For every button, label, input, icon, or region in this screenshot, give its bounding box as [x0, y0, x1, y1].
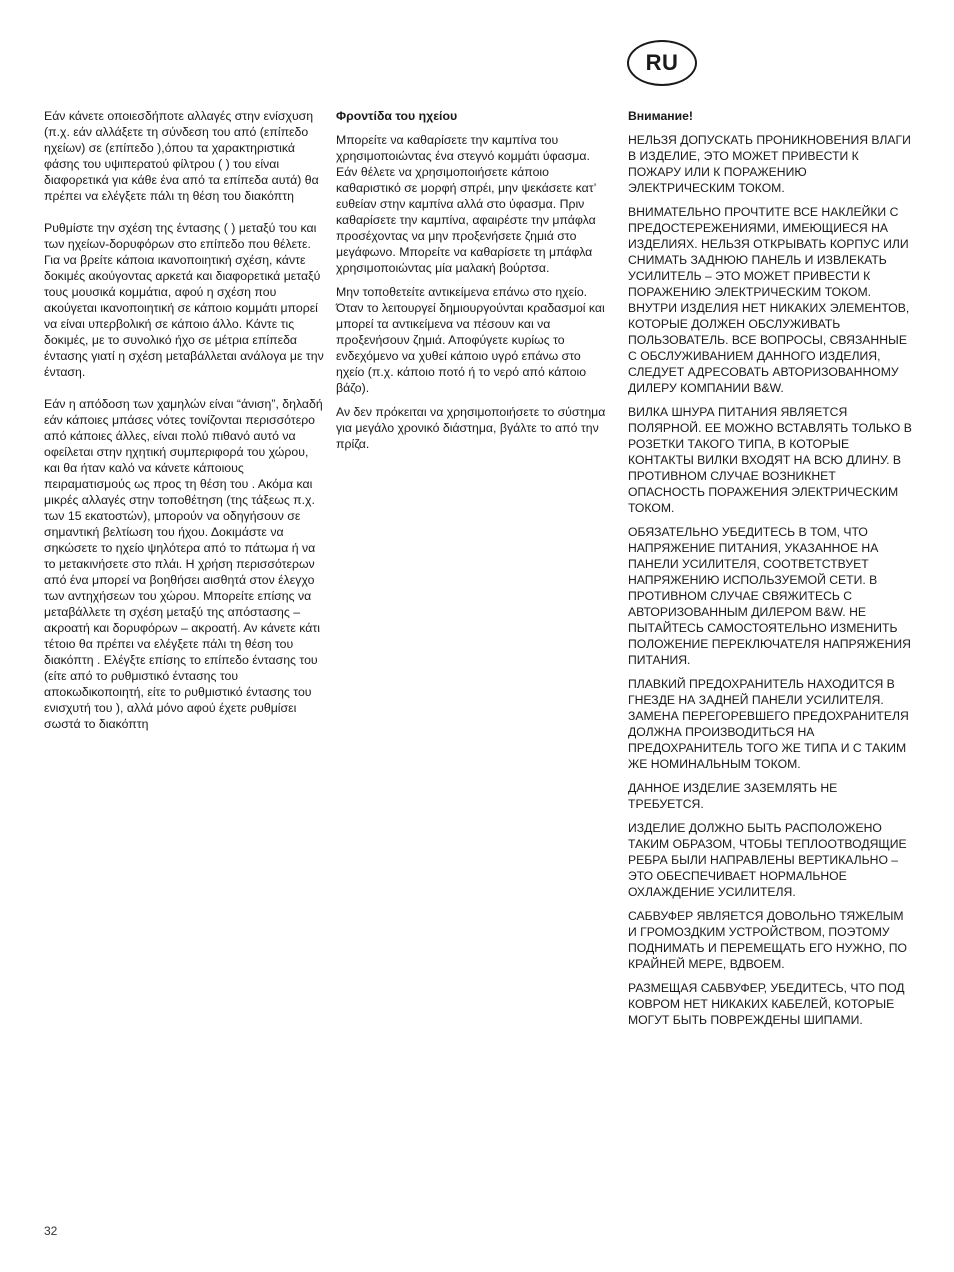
paragraph: Εάν κάνετε οποιεσδήποτε αλλαγές στην ενίσχυση (π.χ. εάν αλλάξετε τη σύνδεση του από (επίπεδο ηχείων) σε (επίπεδο ),όπου τα χαρακτηριστικά φάσης του υψιπερατού φίλτρου ( ) του είναι διαφορετικά για κάθε ένα από τα επίπεδα αυτά) θα πρέπει να ελέγξετε πάλι τη θέση του διακόπτη — [44, 109, 319, 203]
paragraph: ПЛАВКИЙ ПРЕДОХРАНИТЕЛЬ НАХОДИТСЯ В ГНЕЗДЕ НА ЗАДНЕЙ ПАНЕЛИ УСИЛИТЕЛЯ. ЗАМЕНА ПЕРЕГОРЕВШЕГО ПРЕДОХРАНИТЕЛЯ ДОЛЖНА ПРОИЗВОДИТЬСЯ НА ПРЕДОХРАНИТЕЛЬ ТОГО ЖЕ ТИПА И С ТАКИМ ЖЕ НОМИНАЛЬНЫМ ТОКОМ. — [628, 677, 909, 771]
paragraph: ИЗДЕЛИЕ ДОЛЖНО БЫТЬ РАСПОЛОЖЕНО ТАКИМ ОБРАЗОМ, ЧТОБЫ ТЕПЛООТВОДЯЩИЕ РЕБРА БЫЛИ НАПРАВЛЕНЫ ВЕРТИКАЛЬНО – ЭТО ОБЕСПЕЧИВАЕТ НОРМАЛЬНОЕ ОХЛАЖДЕНИЕ УСИЛИТЕЛЯ. — [628, 821, 907, 899]
column-russian-warning — [628, 108, 912, 1036]
paragraph: Εάν η απόδοση των χαμηλών είναι “άνιση”, δηλαδή εάν κάποιες μπάσες νότες τονίζονται περισσότερο από κάποιες άλλες, είναι πολύ πιθανό αυτό να οφείλεται στην ηχητική συμπεριφορά του χώρου, και θα ήταν καλό να κάνετε κάποιους πειραματισμούς ως προς τη θέση του . Ακόμα και μικρές αλλαγές στην τοποθέτηση (της τάξεως π.χ. των 15 εκατοστών), μπορούν να οδηγήσουν σε σημαντική βελτίωση του ήχου. Δοκιμάστε να σηκώσετε το ηχείο ψηλότερα από το πάτωμα ή να το μετακινήσετε στο πλάι. Η χρήση περισσότερων από ένα μπορεί να βοηθήσει αισθητά στον έλεγχο των αντηχήσεων του χώρου. Μπορείτε επίσης να μεταβάλλετε τη σχέση μεταξύ της απόστασης – ακροατή και δορυφόρων – ακροατή. Αν κάνετε κάτι τέτοιο θα πρέπει να ελέγξετε πάλι τη θέση του διακόπτη . Ελέγξτε επίσης το επίπεδο έντασης του (είτε από το ρυθμιστικό έντασης του αποκωδικοποιητή, είτε το ρυθμιστικό έντασης του ενισχυτή του ), αλλά μόνο αφού έχετε ρυθμίσει σωστά το διακόπτη — [44, 397, 323, 731]
paragraph: НЕЛЬЗЯ ДОПУСКАТЬ ПРОНИКНОВЕНИЯ ВЛАГИ В ИЗДЕЛИЕ, ЭТО МОЖЕТ ПРИВЕСТИ К ПОЖАРУ ИЛИ К ПОРАЖЕНИЮ ЭЛЕКТРИЧЕСКИМ ТОКОМ. — [628, 133, 911, 195]
column-greek-setup — [44, 108, 326, 748]
paragraph: Ρυθμίστε την σχέση της έντασης ( ) μεταξύ του και των ηχείων-δορυφόρων στο επίπεδο που θέλετε. Για να βρείτε κάποια ικανοποιητική σχέση, κάντε δοκιμές ακούγοντας αρκετά και διαφορετικά μεταξύ τους μουσικά κομμάτια, αφού η σχέση που ακούγεται ικανοποιητική σε κάποιο κομμάτι μπορεί να είναι υπερβολική σε κάποιο άλλο. Κάντε τις δοκιμές, με το συνολικό ήχο σε μέτρια επίπεδα έντασης γιατί η σχέση μεταβάλλεται ανάλογα με την ένταση. — [44, 221, 324, 379]
paragraph: РАЗМЕЩАЯ САБВУФЕР, УБЕДИТЕСЬ, ЧТО ПОД КОВРОМ НЕТ НИКАКИХ КАБЕЛЕЙ, КОТОРЫЕ МОГУТ БЫТЬ ПОВРЕЖДЕНЫ ШИПАМИ. — [628, 981, 905, 1027]
paragraph: ВИЛКА ШНУРА ПИТАНИЯ ЯВЛЯЕТСЯ ПОЛЯРНОЙ. ЕЕ МОЖНО ВСТАВЛЯТЬ ТОЛЬКО В РОЗЕТКИ ТАКОГО ТИПА, В КОТОРЫЕ КОНТАКТЫ ВИЛКИ ВХОДЯТ НА ВСЮ ДЛИНУ. В ПРОТИВНОМ СЛУЧАЕ ВОЗНИКНЕТ ОПАСНОСТЬ ПОРАЖЕНИЯ ЭЛЕКТРИЧЕСКИМ ТОКОМ. — [628, 405, 912, 515]
paragraph: Μην τοποθετείτε αντικείμενα επάνω στο ηχείο. Όταν το λειτουργεί δημιουργούνται κραδασμοί και μπορεί τα αντικείμενα να πέσουν και να προξενήσουν ζημιά. Αποφύγετε κυρίως το ενδεχόμενο να χυθεί κάποιο υγρό επάνω στο ηχείο (π.χ. κάποιο ποτό ή το νερό από κάποιο βάζο). — [336, 285, 605, 395]
language-badge: RU — [627, 40, 697, 86]
paragraph: САБВУФЕР ЯВЛЯЕТСЯ ДОВОЛЬНО ТЯЖЕЛЫМ И ГРОМОЗДКИМ УСТРОЙСТВОМ, ПОЭТОМУ ПОДНИМАТЬ И ПЕРЕМЕЩАТЬ ЕГО НУЖНО, ПО КРАЙНЕЙ МЕРЕ, ВДВОЕМ. — [628, 909, 907, 971]
paragraph: ОБЯЗАТЕЛЬНО УБЕДИТЕСЬ В ТОМ, ЧТО НАПРЯЖЕНИЕ ПИТАНИЯ, УКАЗАННОЕ НА ПАНЕЛИ УСИЛИТЕЛЯ, СООТВЕТСТВУЕТ НАПРЯЖЕНИЮ ИСПОЛЬЗУЕМОЙ СЕТИ. В ПРОТИВНОМ СЛУЧАЕ СВЯЖИТЕСЬ С АВТОРИЗОВАННЫМ ДИЛЕРОМ B&W. НЕ ПЫТАЙТЕСЬ САМОСТОЯТЕЛЬНО ИЗМЕНИТЬ ПОЛОЖЕНИЕ ПЕРЕКЛЮЧАТЕЛЯ НАПРЯЖЕНИЯ ПИТАНИЯ. — [628, 525, 911, 667]
paragraph: Αν δεν πρόκειται να χρησιμοποιήσετε το σύστημα για μεγάλο χρονικό διάστημα, βγάλτε το από την πρίζα. — [336, 405, 606, 451]
paragraph: Μπορείτε να καθαρίσετε την καμπίνα του χρησιμοποιώντας ένα στεγνό κομμάτι ύφασμα. Εάν θέλετε να χρησιμοποιήσετε κάποιο καθαριστικό σε μορφή σπρέι, μην ψεκάσετε κατ’ ευθείαν στην καμπίνα αλλά στο ύφασμα. Πριν καθαρίσετε την καμπίνα, αφαιρέστε την μπάφλα προσέχοντας να μην προξενήσετε ζημιά στο μεγάφωνο. Μπορείτε να καθαρίσετε τη μπάφλα χρησιμοποιώντας μία μαλακή βούρτσα. — [336, 133, 596, 275]
section-heading: Внимание! — [628, 109, 693, 123]
paragraph: ВНИМАТЕЛЬНО ПРОЧТИТЕ ВСЕ НАКЛЕЙКИ С ПРЕДОСТЕРЕЖЕНИЯМИ, ИМЕЮЩИЕСЯ НА ИЗДЕЛИЯХ. НЕЛЬЗЯ ОТКРЫВАТЬ КОРПУС ИЛИ СНИМАТЬ ЗАДНЮЮ ПАНЕЛЬ И ИЗВЛЕКАТЬ УСИЛИТЕЛЬ – ЭТО МОЖЕТ ПРИВЕСТИ К ПОРАЖЕНИЮ ЭЛЕКТРИЧЕСКИМ ТОКОМ. ВНУТРИ ИЗДЕЛИЯ НЕТ НИКАКИХ ЭЛЕМЕНТОВ, КОТОРЫЕ ДОЛЖЕН ОБСЛУЖИВАТЬ ПОЛЬЗОВАТЕЛЬ. ВСЕ ВОПРОСЫ, СВЯЗАННЫЕ С ОБСЛУЖИВАНИЕМ ДАННОГО ИЗДЕЛИЯ, СЛЕДУЕТ АДРЕСОВАТЬ АВТОРИЗОВАННОМУ ДИЛЕРУ КОМПАНИИ B&W. — [628, 205, 910, 395]
section-heading: Φροντίδα του ηχείου — [336, 109, 458, 123]
paragraph: ДАННОЕ ИЗДЕЛИЕ ЗАЗЕМЛЯТЬ НЕ ТРЕБУЕТСЯ. — [628, 781, 838, 811]
page-number: 32 — [44, 1224, 58, 1238]
column-greek-care — [336, 108, 612, 460]
